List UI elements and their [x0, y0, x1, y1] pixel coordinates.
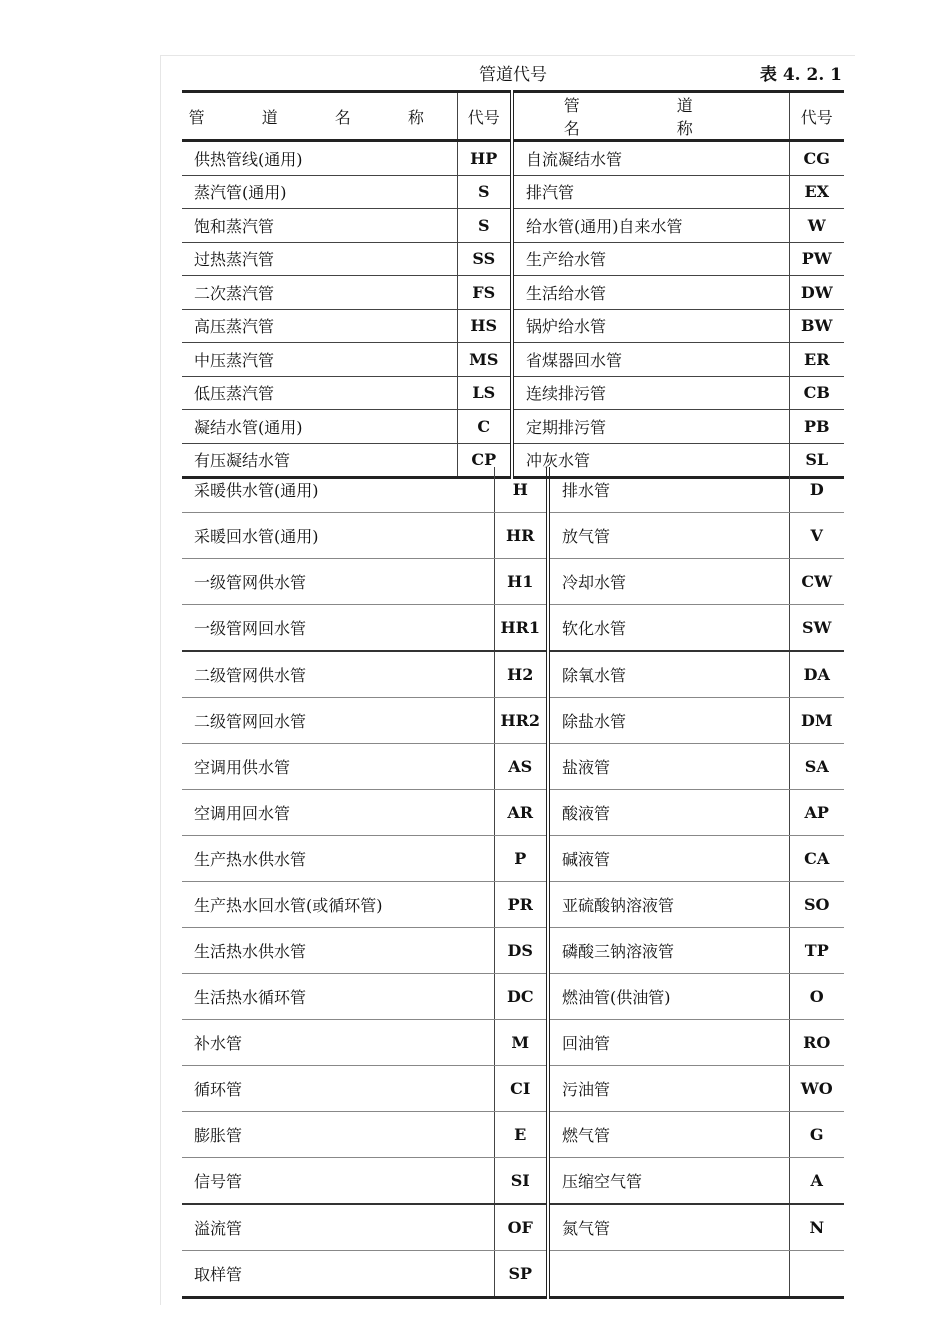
table-row: [182, 309, 844, 343]
table-header: [182, 58, 844, 90]
pipe-name-cell: 低压蒸汽管: [182, 376, 457, 410]
pipe-name-cell: 压缩空气管: [548, 1158, 789, 1205]
pipe-name-cell: 省煤器回水管: [512, 343, 789, 377]
pipe-name-cell: 生产热水回水管(或循环管): [182, 882, 494, 928]
table-row: [182, 698, 844, 744]
pipe-name-cell: 供热管线(通用): [182, 141, 457, 176]
pipe-code-cell: HR: [494, 513, 548, 559]
table-row: [182, 242, 844, 276]
table-row: [182, 559, 844, 605]
pipe-code-cell: PW: [789, 242, 844, 276]
pipe-code-cell: P: [494, 836, 548, 882]
pipe-code-cell: HP: [457, 141, 512, 176]
pipe-name-cell: 燃气管: [548, 1112, 789, 1158]
pipe-code-cell: O: [789, 974, 844, 1020]
pipe-name-cell: 磷酸三钠溶液管: [548, 928, 789, 974]
pipe-name-cell: 冲灰水管: [512, 443, 789, 478]
pipe-name-cell: 锅炉给水管: [512, 309, 789, 343]
pipe-name-cell: 定期排污管: [512, 410, 789, 444]
table-row: [182, 141, 844, 176]
pipe-code-cell: CB: [789, 376, 844, 410]
pipe-code-cell: AS: [494, 744, 548, 790]
pipe-code-table-upper: [182, 90, 844, 479]
table-row: [182, 1066, 844, 1112]
table-row: [182, 209, 844, 243]
pipe-name-cell: 凝结水管(通用): [182, 410, 457, 444]
pipe-name-cell: [548, 1251, 789, 1298]
page-border-top: [160, 55, 855, 56]
pipe-code-cell: H: [494, 467, 548, 513]
pipe-code-cell: H1: [494, 559, 548, 605]
pipe-code-cell: TP: [789, 928, 844, 974]
pipe-name-cell: 生活热水循环管: [182, 974, 494, 1020]
pipe-code-cell: CI: [494, 1066, 548, 1112]
pipe-name-cell: 酸液管: [548, 790, 789, 836]
pipe-name-cell: 中压蒸汽管: [182, 343, 457, 377]
pipe-code-cell: A: [789, 1158, 844, 1205]
pipe-name-cell: 高压蒸汽管: [182, 309, 457, 343]
pipe-name-cell: 除盐水管: [548, 698, 789, 744]
table-row: [182, 1112, 844, 1158]
pipe-code-cell: HR1: [494, 605, 548, 652]
pipe-name-cell: 生产热水供水管: [182, 836, 494, 882]
pipe-name-cell: 过热蒸汽管: [182, 242, 457, 276]
pipe-code-cell: V: [789, 513, 844, 559]
pipe-code-cell: OF: [494, 1204, 548, 1251]
pipe-name-cell: 有压凝结水管: [182, 443, 457, 478]
pipe-code-cell: SI: [494, 1158, 548, 1205]
pipe-code-cell: DC: [494, 974, 548, 1020]
pipe-name-cell: 一级管网供水管: [182, 559, 494, 605]
pipe-code-cell: M: [494, 1020, 548, 1066]
pipe-code-cell: DM: [789, 698, 844, 744]
pipe-name-cell: 二级管网供水管: [182, 651, 494, 698]
pipe-code-cell: [789, 1251, 844, 1298]
pipe-name-cell: 碱液管: [548, 836, 789, 882]
pipe-code-table-lower: [182, 467, 844, 1299]
pipe-code-cell: EX: [789, 175, 844, 209]
table-row: [182, 1204, 844, 1251]
pipe-name-cell: 生活给水管: [512, 276, 789, 310]
pipe-name-cell: 溢流管: [182, 1204, 494, 1251]
pipe-code-cell: SA: [789, 744, 844, 790]
table-caption: 管道代号: [479, 65, 547, 85]
pipe-name-cell: 信号管: [182, 1158, 494, 1205]
pipe-name-cell: 生产给水管: [512, 242, 789, 276]
pipe-code-cell: SS: [457, 242, 512, 276]
pipe-code-cell: HS: [457, 309, 512, 343]
pipe-name-cell: 自流凝结水管: [512, 141, 789, 176]
pipe-code-cell: CA: [789, 836, 844, 882]
pipe-code-cell: SO: [789, 882, 844, 928]
pipe-name-cell: 空调用供水管: [182, 744, 494, 790]
table-row: [182, 513, 844, 559]
pipe-code-cell: DS: [494, 928, 548, 974]
pipe-name-cell: 采暖回水管(通用): [182, 513, 494, 559]
pipe-code-cell: D: [789, 467, 844, 513]
pipe-code-cell: MS: [457, 343, 512, 377]
column-header-name: 管 道 名 称: [182, 92, 457, 141]
pipe-name-cell: 补水管: [182, 1020, 494, 1066]
pipe-code-cell: AR: [494, 790, 548, 836]
pipe-name-cell: 放气管: [548, 513, 789, 559]
pipe-code-cell: C: [457, 410, 512, 444]
pipe-code-cell: DW: [789, 276, 844, 310]
pipe-code-cell: H2: [494, 651, 548, 698]
table-row: [182, 175, 844, 209]
page-border-left: [160, 55, 161, 1305]
table-row: [182, 1251, 844, 1298]
pipe-code-cell: E: [494, 1112, 548, 1158]
pipe-code-cell: W: [789, 209, 844, 243]
table-row: [182, 1158, 844, 1205]
pipe-name-cell: 蒸汽管(通用): [182, 175, 457, 209]
table-row: [182, 790, 844, 836]
pipe-name-cell: 污油管: [548, 1066, 789, 1112]
pipe-name-cell: 亚硫酸钠溶液管: [548, 882, 789, 928]
pipe-name-cell: 二级管网回水管: [182, 698, 494, 744]
pipe-code-cell: CW: [789, 559, 844, 605]
pipe-code-cell: HR2: [494, 698, 548, 744]
pipe-name-cell: 氮气管: [548, 1204, 789, 1251]
pipe-name-cell: 盐液管: [548, 744, 789, 790]
pipe-name-cell: 循环管: [182, 1066, 494, 1112]
pipe-code-cell: SP: [494, 1251, 548, 1298]
table-row: [182, 605, 844, 652]
pipe-name-cell: 连续排污管: [512, 376, 789, 410]
pipe-name-cell: 一级管网回水管: [182, 605, 494, 652]
pipe-code-cell: WO: [789, 1066, 844, 1112]
pipe-code-cell: PB: [789, 410, 844, 444]
table-number: 表 4. 2. 1: [759, 65, 842, 85]
pipe-name-cell: 饱和蒸汽管: [182, 209, 457, 243]
pipe-name-cell: 二次蒸汽管: [182, 276, 457, 310]
pipe-code-cell: S: [457, 175, 512, 209]
pipe-name-cell: 排水管: [548, 467, 789, 513]
pipe-code-cell: G: [789, 1112, 844, 1158]
pipe-code-cell: SW: [789, 605, 844, 652]
pipe-name-cell: 采暖供水管(通用): [182, 467, 494, 513]
pipe-name-cell: 燃油管(供油管): [548, 974, 789, 1020]
table-header-row: [182, 92, 844, 141]
pipe-code-cell: BW: [789, 309, 844, 343]
table-row: [182, 376, 844, 410]
table-row: [182, 1020, 844, 1066]
pipe-code-cell: LS: [457, 376, 512, 410]
pipe-code-cell: CP: [457, 443, 512, 478]
table-row: [182, 343, 844, 377]
pipe-code-cell: ER: [789, 343, 844, 377]
pipe-code-cell: RO: [789, 1020, 844, 1066]
pipe-code-cell: CG: [789, 141, 844, 176]
table-row: [182, 928, 844, 974]
table-row: [182, 974, 844, 1020]
pipe-code-cell: SL: [789, 443, 844, 478]
column-header-name-2: 管 道 名 称: [512, 92, 789, 141]
pipe-name-cell: 软化水管: [548, 605, 789, 652]
pipe-code-cell: FS: [457, 276, 512, 310]
pipe-name-cell: 膨胀管: [182, 1112, 494, 1158]
pipe-name-cell: 回油管: [548, 1020, 789, 1066]
pipe-code-cell: AP: [789, 790, 844, 836]
column-header-code-2: 代号: [789, 92, 844, 141]
pipe-name-cell: 生活热水供水管: [182, 928, 494, 974]
pipe-name-cell: 取样管: [182, 1251, 494, 1298]
pipe-name-cell: 空调用回水管: [182, 790, 494, 836]
pipe-code-cell: PR: [494, 882, 548, 928]
table-row: [182, 467, 844, 513]
table-row: [182, 836, 844, 882]
column-header-code: 代号: [457, 92, 512, 141]
table-row: [182, 882, 844, 928]
pipe-name-cell: 给水管(通用)自来水管: [512, 209, 789, 243]
table-row: [182, 276, 844, 310]
pipe-code-cell: S: [457, 209, 512, 243]
pipe-name-cell: 排汽管: [512, 175, 789, 209]
table-row: [182, 651, 844, 698]
pipe-name-cell: 冷却水管: [548, 559, 789, 605]
table-row: [182, 410, 844, 444]
pipe-code-cell: N: [789, 1204, 844, 1251]
table-row: [182, 744, 844, 790]
pipe-code-cell: DA: [789, 651, 844, 698]
pipe-name-cell: 除氧水管: [548, 651, 789, 698]
